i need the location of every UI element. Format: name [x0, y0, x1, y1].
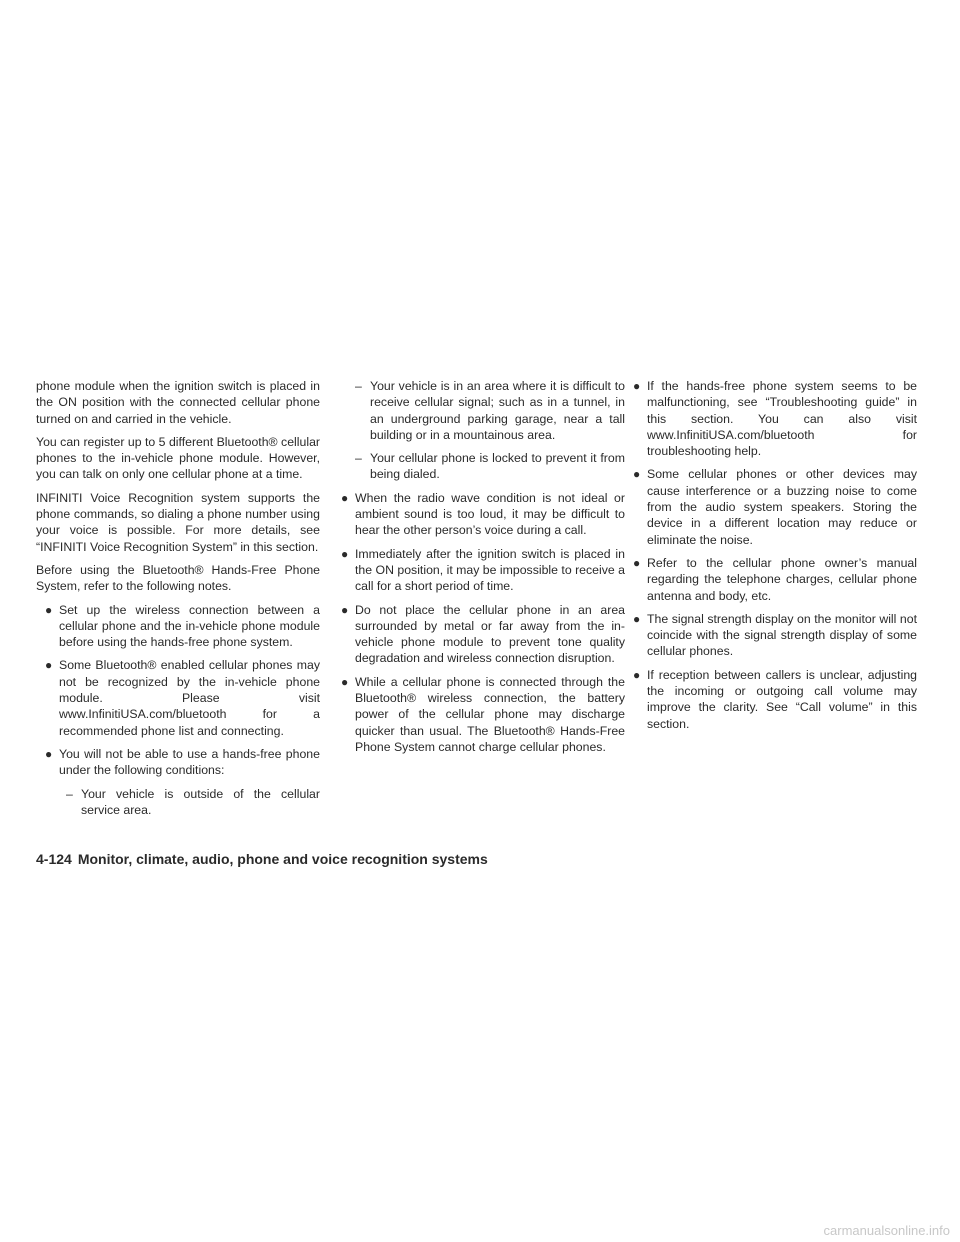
bullet-icon: ●	[341, 602, 349, 617]
list-item	[633, 611, 917, 660]
list-item-text: Do not place the cellular phone in an area surrounded by metal or far away from the in-vehicle phone module to prevent tone quality degradation and wireless connection disruption.	[355, 602, 625, 666]
list-item-text: The signal strength display on the monitor will not coincide with the signal strength display of some cellular phones.	[647, 611, 917, 659]
list-item-text: While a cellular phone is connected through the Bluetooth® wireless connection, the battery power of the cellular phone may discharge quicker than usual. The Bluetooth® Hands-Free Phone System cannot charge cellular phones.	[355, 674, 625, 754]
bullet-icon: ●	[633, 379, 641, 393]
dash-icon: –	[355, 451, 362, 466]
list-item	[341, 674, 625, 755]
list-item-text: Refer to the cellular phone owner’s manual regarding the telephone charges, cellular phone antenna and body, etc.	[647, 555, 917, 603]
list-item	[45, 602, 320, 651]
column-middle	[341, 378, 625, 762]
list-item-text: When the radio wave condition is not ideal or ambient sound is too loud, it may be difficult to hear the other person’s voice during a call.	[355, 490, 625, 538]
paragraph-intro: phone module when the ignition switch is placed in the ON position with the connected cellular phone turned on and carried in the vehicle.	[36, 379, 320, 426]
sub-list-item	[52, 786, 320, 819]
bullet-icon: ●	[633, 667, 641, 682]
dash-icon: –	[355, 379, 362, 393]
bullet-icon: ●	[45, 658, 53, 673]
list-item-text: You will not be able to use a hands-free phone under the following conditions:	[59, 746, 320, 778]
list-item	[633, 378, 917, 459]
bullet-icon: ●	[45, 602, 53, 617]
paragraph-voice-recognition: INFINITI Voice Recognition system supports the phone commands, so dialing a phone number using your voice is possible. For more details, see “INFINITI Voice Recognition System” in this section.	[36, 490, 320, 554]
page-footer	[36, 851, 488, 867]
list-item-text: Set up the wireless connection between a cellular phone and the in-vehicle phone module before using the hands-free phone system.	[59, 602, 320, 650]
bullet-icon: ●	[633, 467, 641, 482]
dash-icon: –	[66, 786, 73, 801]
list-item-text: Some Bluetooth® enabled cellular phones may not be recognized by the in-vehicle phone module. Please visit www.InfinitiUSA.com/bluetooth for a recommended phone list and connecting.	[59, 658, 320, 738]
bullet-icon: ●	[341, 546, 349, 561]
bullet-icon: ●	[633, 555, 641, 570]
bullet-icon: ●	[341, 674, 349, 689]
sub-list-item	[341, 450, 625, 483]
page-number: 4-124	[36, 851, 72, 867]
sub-list-item	[341, 378, 625, 443]
column-left	[36, 378, 320, 825]
bullet-icon: ●	[633, 611, 641, 626]
list-item	[45, 746, 320, 779]
list-item	[633, 555, 917, 604]
paragraph-register: You can register up to 5 different Bluetooth® cellular phones to the in-vehicle phone module. However, you can talk on only one cellular phone at a time.	[36, 434, 320, 482]
column-right	[633, 378, 917, 739]
bullet-icon: ●	[341, 490, 349, 505]
list-item-text: Immediately after the ignition switch is placed in the ON position, it may be impossible to receive a call for a short period of time.	[355, 546, 625, 594]
sub-list-item-text: Your vehicle is outside of the cellular service area.	[81, 786, 320, 817]
sub-list-item-text: Your cellular phone is locked to prevent it from being dialed.	[370, 451, 625, 482]
list-item	[633, 466, 917, 547]
bullet-icon: ●	[45, 746, 53, 761]
list-item	[341, 546, 625, 595]
list-item-text: If reception between callers is unclear, adjusting the incoming or outgoing call volume may improve the clarity. See “Call volume” in this section.	[647, 667, 917, 731]
list-item	[341, 490, 625, 539]
list-item-text: If the hands-free phone system seems to be malfunctioning, see “Troubleshooting guide” in this section. You can also visit www.InfinitiUSA.com/bluetooth for troubleshooting help.	[647, 379, 917, 459]
list-item	[633, 667, 917, 732]
sub-list-item-text: Your vehicle is in an area where it is difficult to receive cellular signal; such as in a tunnel, in an underground parking garage, near a tall building or in a mountainous area.	[370, 379, 625, 442]
paragraph-before-using: Before using the Bluetooth® Hands-Free Phone System, refer to the following notes.	[36, 562, 320, 594]
list-item	[45, 657, 320, 738]
list-item-text: Some cellular phones or other devices may cause interference or a buzzing noise to come from the audio system speakers. Storing the device in a different location may reduce or eliminate the noise.	[647, 467, 917, 547]
section-title: Monitor, climate, audio, phone and voice recognition systems	[77, 851, 488, 867]
list-item	[341, 602, 625, 667]
watermark: carmanualsonline.info	[823, 1223, 950, 1238]
